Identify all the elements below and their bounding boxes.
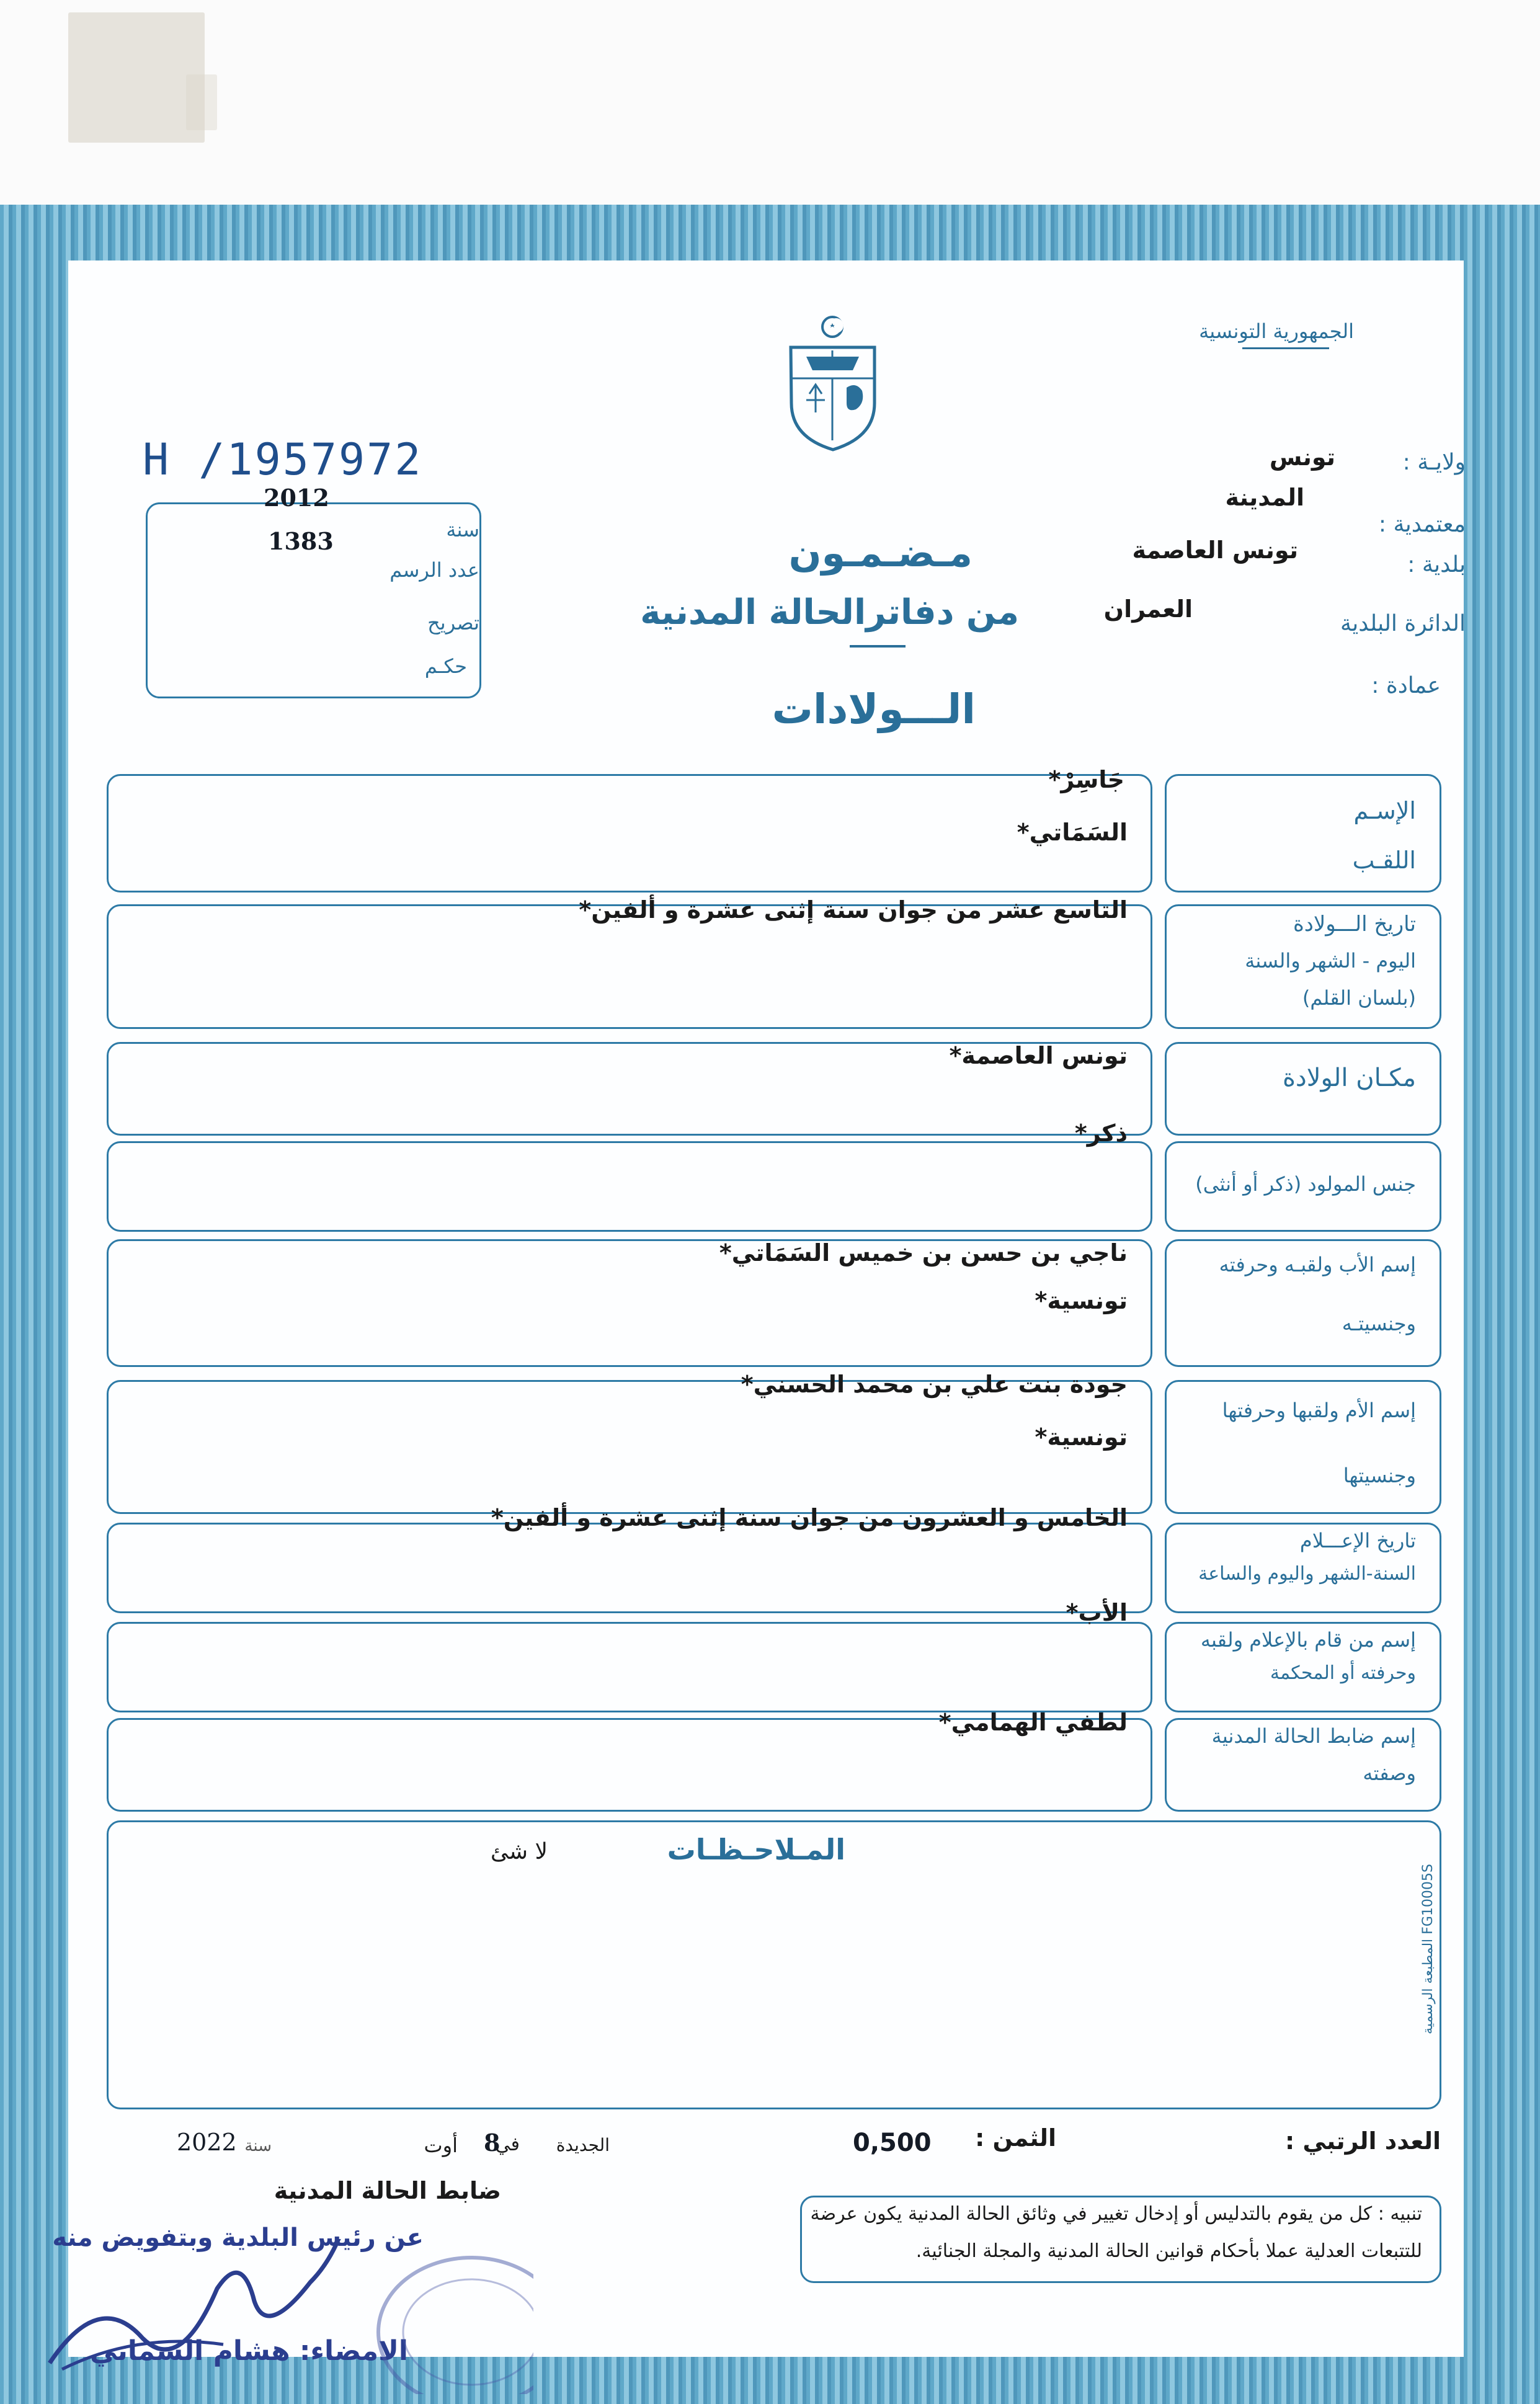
date-month: أوت	[424, 2134, 458, 2157]
father-nationality-value: تونسية*	[1035, 1287, 1128, 1314]
omada-label: عمادة :	[1371, 673, 1441, 698]
mother-label-line2: وجنسيتها	[1343, 1464, 1416, 1487]
name-value-box	[107, 774, 1152, 893]
officer-label-line2: وصفته	[1363, 1761, 1416, 1785]
mootamadia-value: المدينة	[1225, 484, 1304, 511]
name-label: الإسـم	[1353, 797, 1416, 824]
declarant-value-box	[107, 1622, 1152, 1712]
father-label-line1: إسم الأب ولقبـه وحرفته	[1219, 1253, 1416, 1276]
paper-speck	[186, 74, 217, 130]
pob-label: مكـان الولادة	[1282, 1064, 1416, 1092]
republic-label: الجمهورية التونسية	[1199, 319, 1354, 343]
sex-value-box	[107, 1141, 1152, 1232]
registry-year-value: 2012	[264, 484, 329, 512]
births-title: الـــولادات	[772, 685, 976, 733]
source-title: من دفاترالحالة المدنية	[640, 592, 1019, 633]
sex-label: جنس المولود (ذكر أو أنثى)	[1195, 1172, 1416, 1196]
printer-mark: المطبعة الرسمية FG10005S	[1420, 1864, 1436, 2034]
warning-line1: تنبيه : كل من يقوم بالتدليس أو إدخال تغيير في وثائق الحالة المدنية يكون عرضة	[810, 2203, 1422, 2225]
registry-year-label: سنة	[446, 518, 479, 541]
delegation-text: عن رئيس البلدية وبتفويض منه	[52, 2224, 424, 2252]
father-value: ناجي بن حسن بن خميس السَمَاتي*	[719, 1239, 1128, 1267]
father-label-line2: وجنسيتـه	[1342, 1312, 1416, 1335]
declarant-label-line1: إسم من قام بالإعلام ولقبه	[1200, 1628, 1416, 1652]
date-place: الجديدة	[556, 2135, 610, 2155]
remarks-label: المـلاحـظـات	[667, 1833, 845, 1866]
mother-value-box	[107, 1380, 1152, 1514]
dob-value: التاسع عشر من جوان سنة إثنى عشرة و ألفين*	[579, 896, 1128, 924]
pob-value: تونس العاصمة*	[949, 1042, 1128, 1069]
officer-value: لطفي الهمامي*	[938, 1709, 1128, 1736]
registry-declaration-label: تصريح	[427, 611, 479, 634]
price-label: الثمن :	[975, 2124, 1056, 2152]
mootamadia-label: معتمدية :	[1378, 512, 1466, 537]
remarks-value: لا شئ	[490, 1839, 548, 1864]
wilaya-label: ولايـة :	[1402, 450, 1466, 475]
baladia-value: تونس العاصمة	[1132, 536, 1298, 564]
dob-label-line2: اليوم - الشهر والسنة	[1245, 949, 1416, 973]
declaration-date-label-line2: السنة-الشهر واليوم والساعة	[1198, 1563, 1416, 1585]
surname-value: السَمَاتي*	[1017, 819, 1128, 846]
date-year-label: سنة	[244, 2137, 272, 2155]
signature-text: الامضاء: هشام السماتي	[89, 2335, 408, 2367]
declaration-date-label-line1: تاريخ الإعـــلام	[1299, 1529, 1416, 1552]
declaration-date-value-box	[107, 1523, 1152, 1613]
paper-speck	[68, 12, 205, 143]
officer-label-line1: إسم ضابط الحالة المدنية	[1211, 1724, 1416, 1748]
officer-title: ضابط الحالة المدنية	[274, 2177, 501, 2204]
warning-line2: للتتبعات العدلية عملا بأحكام قوانين الحالة المدنية والمجلة الجنائية.	[915, 2240, 1422, 2262]
declarant-label-line2: وحرفته أو المحكمة	[1270, 1662, 1416, 1684]
registry-number-label: عدد الرسم	[389, 558, 479, 582]
dob-label-line1: تاريخ الـــولادة	[1293, 912, 1416, 937]
name-label-box	[1165, 774, 1441, 893]
daira-label: الدائرة البلدية	[1340, 611, 1466, 636]
date-day: 8	[484, 2129, 501, 2157]
date-year: 2022	[177, 2129, 237, 2156]
date-day-prefix: في	[495, 2134, 520, 2155]
name-value: جَاسِرْ*	[1048, 766, 1124, 793]
official-stamp-and-signature	[25, 2239, 533, 2394]
surname-label: اللقـب	[1352, 847, 1416, 874]
price-value: 0,500	[853, 2129, 932, 2157]
declaration-date-value: الخامس و العشرون من جوان سنة إثنى عشرة و ألفين*	[491, 1504, 1128, 1531]
madmoun-title: مـضـمـون	[788, 530, 973, 576]
dob-label-line3: (بلسان القلم)	[1302, 986, 1416, 1010]
serial-number: H /1957972	[143, 434, 423, 485]
scan-top-margin	[0, 0, 1540, 205]
registry-number-value: 1383	[268, 527, 334, 555]
republic-underline	[1242, 347, 1329, 349]
daira-value: العمران	[1103, 595, 1193, 623]
mother-nationality-value: تونسية*	[1035, 1423, 1128, 1451]
source-title-underline	[850, 645, 906, 648]
wilaya-value: تونس	[1269, 443, 1335, 471]
tunisia-coat-of-arms	[778, 313, 887, 453]
baladia-label: بلدية :	[1407, 552, 1466, 577]
mother-value: جودة بنت علي بن محمد الحسني*	[741, 1371, 1128, 1398]
declarant-value: الأب*	[1066, 1599, 1128, 1626]
serial-order-label: العدد الرتبي :	[1284, 2127, 1441, 2155]
sex-value: ذكر*	[1074, 1120, 1128, 1147]
mother-label-line1: إسم الأم ولقبها وحرفتها	[1222, 1399, 1416, 1422]
registry-judgment-label: حكـم	[424, 654, 467, 678]
